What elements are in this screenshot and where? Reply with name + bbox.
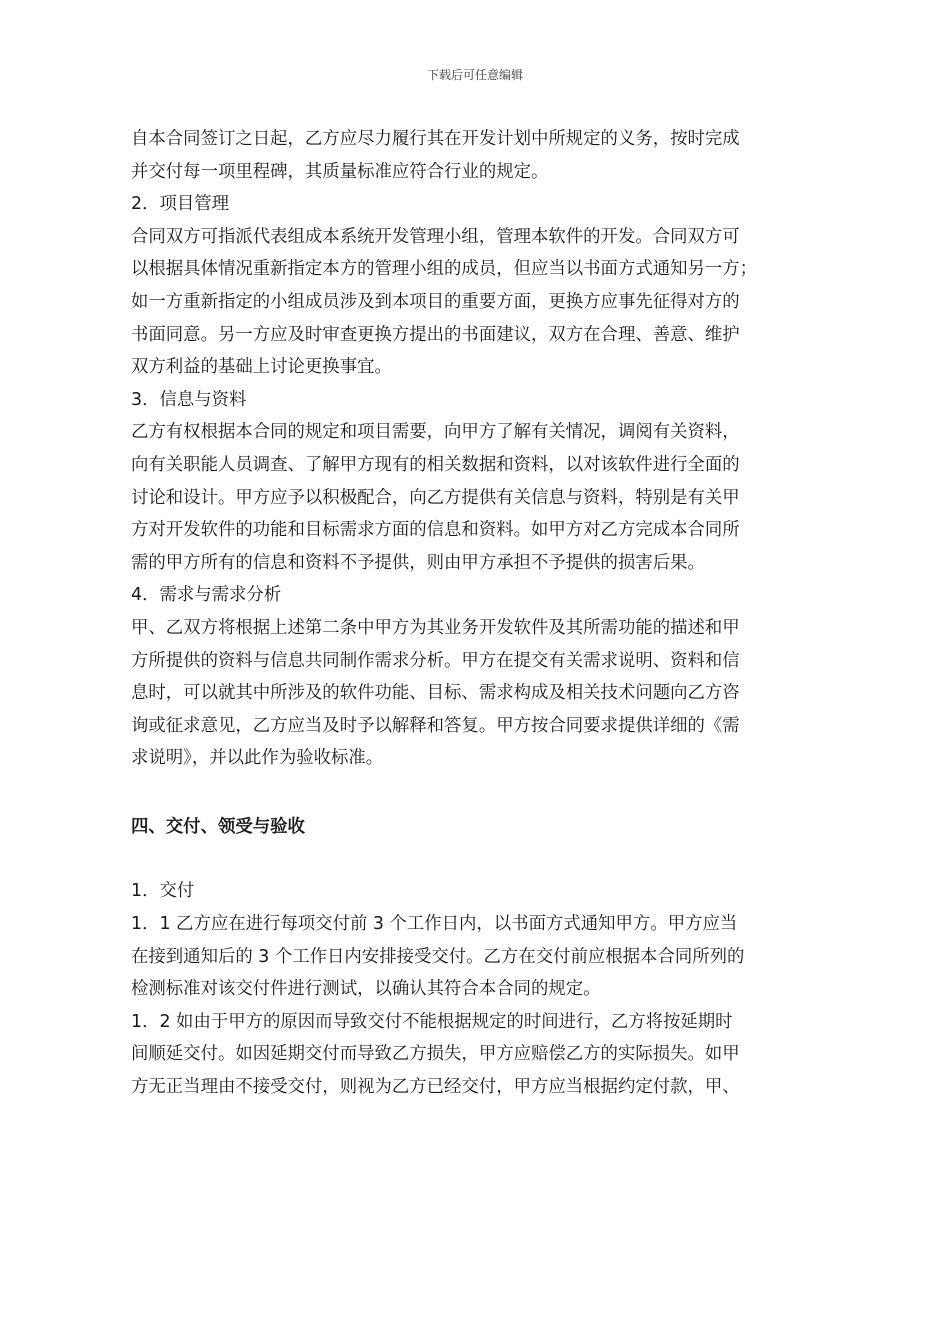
text-line: 向有关职能人员调查、了解甲方现有的相关数据和资料，以对该软件进行全面的 <box>131 454 740 475</box>
text-line: 1．1 乙方应在进行每项交付前 3 个工作日内，以书面方式通知甲方。甲方应当 <box>131 914 738 935</box>
text-line: 检测标准对该交付件进行测试，以确认其符合本合同的规定。 <box>131 979 601 1000</box>
text-line: 需的甲方所有的信息和资料不予提供，则由甲方承担不予提供的损害后果。 <box>131 552 705 573</box>
text-line: 方对开发软件的功能和目标需求方面的信息和资料。如甲方对乙方完成本合同所 <box>131 520 740 541</box>
text-line: 询或征求意见，乙方应当及时予以解释和答复。甲方按合同要求提供详细的《需 <box>131 715 740 736</box>
text-line: 甲、乙双方将根据上述第二条中甲方为其业务开发软件及其所需功能的描述和甲 <box>131 617 740 638</box>
text-line: 双方利益的基础上讨论更换事宜。 <box>131 357 392 378</box>
text-line: 乙方有权根据本合同的规定和项目需要，向甲方了解有关情况，调阅有关资料， <box>131 422 740 443</box>
text-line: 求说明》，并以此作为验收标准。 <box>131 748 384 769</box>
page-header: 下载后可任意编辑 <box>426 68 523 82</box>
text-line: 方所提供的资料与信息共同制作需求分析。甲方在提交有关需求说明、资料和信 <box>131 650 740 671</box>
text-line: 在接到通知后的 3 个工作日内安排接受交付。乙方在交付前应根据本合同所列的 <box>131 946 745 967</box>
paragraph-block-b <box>131 875 821 1103</box>
text-line: 并交付每一项里程碑，其质量标准应符合行业的规定。 <box>131 161 549 182</box>
text-line: 息时，可以就其中所涉及的软件功能、目标、需求构成及相关技术问题向乙方咨 <box>131 683 740 704</box>
text-line: 方无正当理由不接受交付，则视为乙方已经交付，甲方应当根据约定付款，甲、 <box>131 1077 740 1098</box>
text-line: 如一方重新指定的小组成员涉及到本项目的重要方面，更换方应事先征得对方的 <box>131 291 740 312</box>
text-line: 4．需求与需求分析 <box>131 585 282 606</box>
text-line: 3．信息与资料 <box>131 389 247 410</box>
document-body <box>131 123 821 1104</box>
text-line: 合同双方可指派代表组成本系统开发管理小组，管理本软件的开发。合同双方可 <box>131 226 740 247</box>
text-line: 以根据具体情况重新指定本方的管理小组的成员，但应当以书面方式通知另一方； <box>131 259 758 280</box>
paragraph-block-a <box>131 123 821 775</box>
spacer <box>131 843 821 875</box>
section-heading: 四、交付、领受与验收 <box>131 816 305 837</box>
text-line: 自本合同签订之日起，乙方应尽力履行其在开发计划中所规定的义务，按时完成 <box>131 129 740 149</box>
text-line: 1．交付 <box>131 881 195 902</box>
text-line: 2．项目管理 <box>131 194 230 215</box>
text-line: 间顺延交付。如因延期交付而导致乙方损失，甲方应赔偿乙方的实际损失。如甲 <box>131 1044 740 1065</box>
text-line: 1．2 如由于甲方的原因而导致交付不能根据规定的时间进行，乙方将按延期时 <box>131 1011 733 1032</box>
spacer <box>131 775 821 811</box>
text-line: 讨论和设计。甲方应予以积极配合，向乙方提供有关信息与资料，特别是有关甲 <box>131 487 740 508</box>
text-line: 书面同意。另一方应及时审查更换方提出的书面建议，双方在合理、善意、维护 <box>131 324 740 345</box>
